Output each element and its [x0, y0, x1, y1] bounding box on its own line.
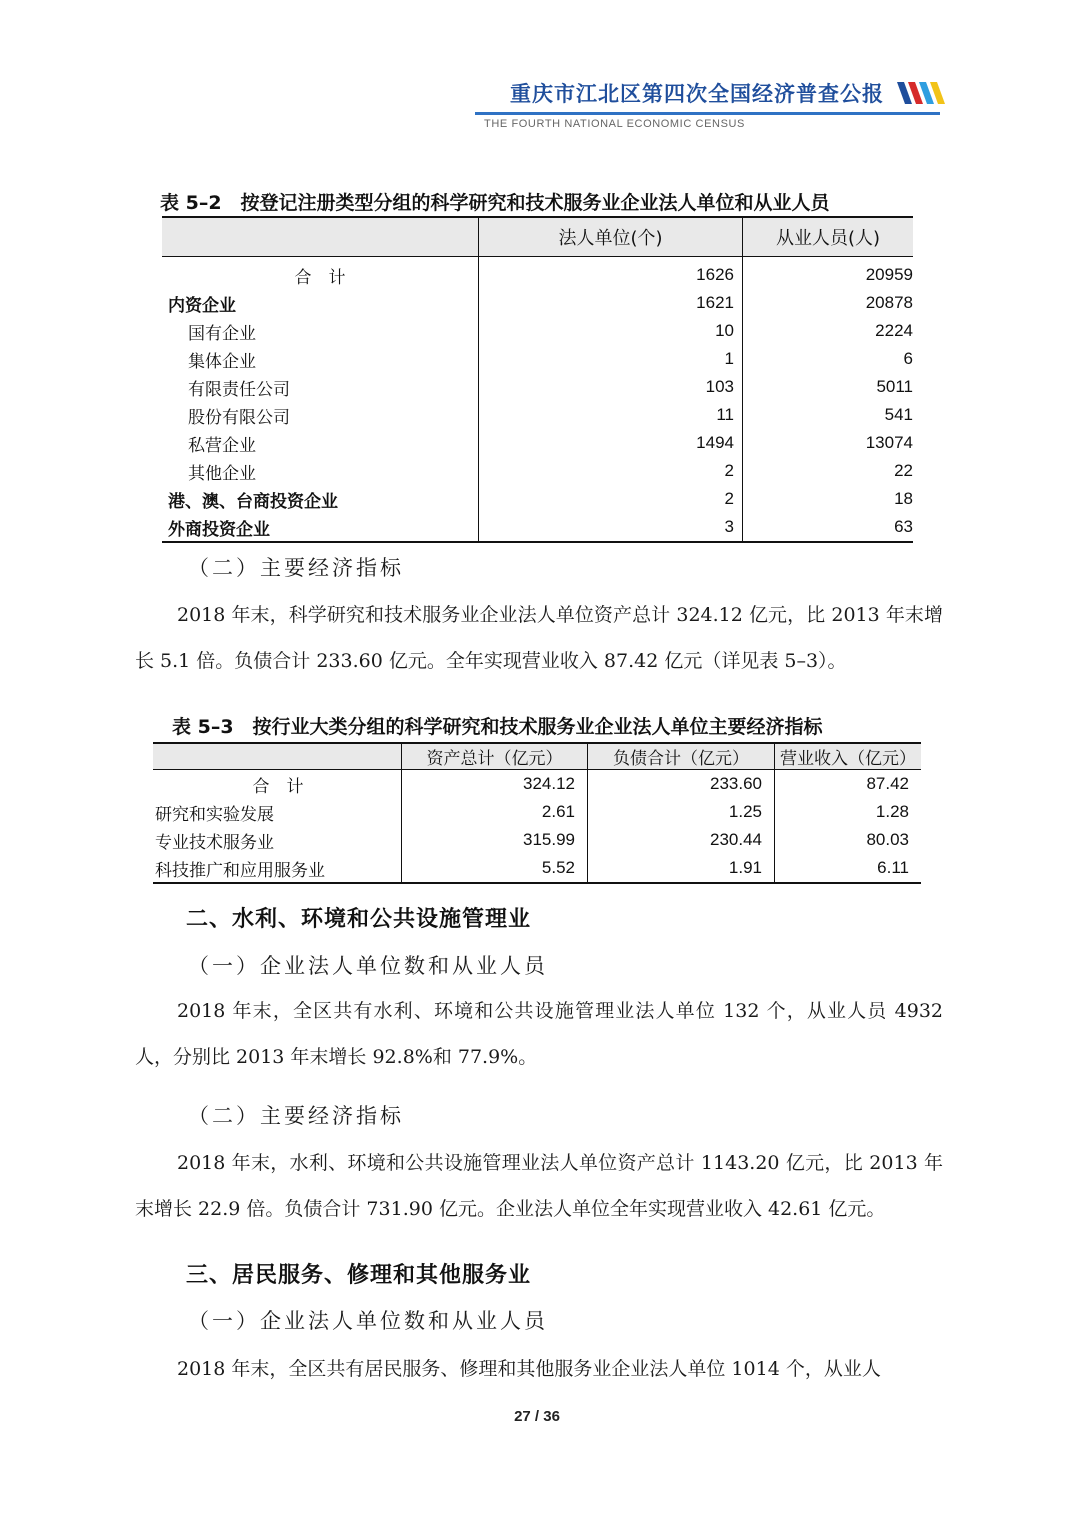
cell-persons: 20878 — [865, 293, 913, 312]
header-rule — [475, 112, 940, 115]
table-row — [162, 485, 913, 513]
table-5-2-caption: 表 5–2 按登记注册类型分组的科学研究和技术服务业企业法人单位和从业人员 — [160, 192, 830, 214]
subheading-economic-indicators-2: （二）主要经济指标 — [188, 1104, 404, 1128]
table-5-3-caption: 表 5–3 按行业大类分组的科学研究和技术服务业企业法人单位主要经济指标 — [172, 716, 823, 738]
table-header-cell: 法人单位(个) — [479, 217, 743, 257]
cell-units: 3 — [479, 513, 743, 542]
cell-units: 1621 — [479, 289, 743, 317]
row-label: 港、澳、台商投资企业 — [162, 485, 479, 513]
row-label: 国有企业 — [162, 317, 479, 345]
table-row — [153, 770, 921, 799]
row-label: 科技推广和应用服务业 — [153, 854, 402, 883]
table-5-3 — [153, 742, 921, 884]
cell-persons: 20959 — [865, 265, 913, 284]
cell-liabilities: 1.25 — [588, 798, 775, 826]
row-label: 内资企业 — [162, 289, 479, 317]
cell-persons: 5011 — [876, 377, 913, 396]
paragraph-resident-units: 2018 年末，全区共有居民服务、修理和其他服务业企业法人单位 1014 个，从业人 — [177, 1358, 881, 1380]
cell-revenue: 87.42 — [866, 774, 909, 793]
table-row — [162, 513, 913, 542]
table-header-row — [153, 743, 921, 770]
paragraph-sci-tech-indicators: 2018 年末，科学研究和技术服务业企业法人单位资产总计 324.12 亿元，比 2013 年末增长 5.1 倍。负债合计 233.60 亿元。全年实现营业收入 87.42 亿元（详见表 5–3）。 — [135, 604, 943, 672]
cell-units: 10 — [479, 317, 743, 345]
row-label: 外商投资企业 — [162, 513, 479, 542]
cell-units: 2 — [479, 457, 743, 485]
table-header-cell — [153, 743, 402, 770]
cell-units: 2 — [479, 485, 743, 513]
subheading-units-employees: （一）企业法人单位数和从业人员 — [188, 954, 548, 978]
cell-units: 11 — [479, 401, 743, 429]
subheading-units-employees-3: （一）企业法人单位数和从业人员 — [188, 1309, 548, 1333]
cell-persons: 2224 — [875, 321, 913, 340]
cell-assets: 315.99 — [402, 826, 588, 854]
table-row — [162, 429, 913, 457]
report-subtitle: THE FOURTH NATIONAL ECONOMIC CENSUS — [484, 118, 745, 130]
header-logo-stripes — [895, 80, 945, 106]
table-row — [162, 345, 913, 373]
table-row — [162, 289, 913, 317]
table-header-row — [162, 217, 913, 257]
cell-units: 1626 — [479, 261, 743, 289]
cell-assets: 324.12 — [402, 770, 588, 799]
table-row — [153, 826, 921, 854]
section-heading-water-environment: 二、水利、环境和公共设施管理业 — [186, 907, 532, 932]
table-row — [153, 798, 921, 826]
cell-assets: 5.52 — [402, 854, 588, 883]
cell-assets: 2.61 — [402, 798, 588, 826]
subheading-economic-indicators: （二）主要经济指标 — [188, 556, 404, 580]
cell-units: 1 — [479, 345, 743, 373]
page-number: 27 / 36 — [514, 1408, 560, 1425]
cell-units: 103 — [479, 373, 743, 401]
table-row — [162, 457, 913, 485]
table-row — [162, 401, 913, 429]
cell-persons: 22 — [894, 461, 913, 480]
cell-persons: 6 — [903, 349, 913, 368]
cell-liabilities: 230.44 — [588, 826, 775, 854]
cell-liabilities: 233.60 — [588, 770, 775, 799]
table-header-cell: 资产总计（亿元） — [402, 743, 588, 770]
row-label: 股份有限公司 — [162, 401, 479, 429]
table-header-cell: 负债合计（亿元） — [588, 743, 775, 770]
cell-persons: 541 — [884, 405, 913, 424]
cell-revenue: 1.28 — [875, 802, 909, 821]
row-label: 集体企业 — [162, 345, 479, 373]
cell-units: 1494 — [479, 429, 743, 457]
table-row — [162, 373, 913, 401]
row-label: 有限责任公司 — [162, 373, 479, 401]
cell-revenue: 6.11 — [877, 858, 909, 877]
table-5-2 — [162, 216, 913, 543]
row-label: 其他企业 — [162, 457, 479, 485]
row-label: 研究和实验发展 — [153, 798, 402, 826]
table-row — [162, 261, 913, 289]
row-label: 合 计 — [153, 770, 402, 799]
row-label: 合 计 — [162, 261, 479, 289]
cell-persons: 13074 — [865, 433, 913, 452]
paragraph-water-units: 2018 年末，全区共有水利、环境和公共设施管理业法人单位 132 个，从业人员 4932 人，分别比 2013 年末增长 92.8%和 77.9%。 — [135, 1000, 943, 1068]
table-header-cell: 营业收入（亿元） — [775, 743, 922, 770]
row-label: 专业技术服务业 — [153, 826, 402, 854]
section-heading-resident-services: 三、居民服务、修理和其他服务业 — [186, 1263, 532, 1288]
cell-revenue: 80.03 — [866, 830, 909, 849]
cell-liabilities: 1.91 — [588, 854, 775, 883]
table-header-cell: 从业人员(人) — [743, 217, 914, 257]
paragraph-water-indicators: 2018 年末，水利、环境和公共设施管理业法人单位资产总计 1143.20 亿元，比 2013 年末增长 22.9 倍。负债合计 731.90 亿元。企业法人单位全年实现营业收入 42.61 亿元。 — [135, 1152, 943, 1220]
report-title: 重庆市江北区第四次全国经济普查公报 — [510, 81, 884, 106]
table-row — [162, 317, 913, 345]
row-label: 私营企业 — [162, 429, 479, 457]
cell-persons: 18 — [894, 489, 913, 508]
cell-persons: 63 — [894, 517, 913, 536]
table-header-cell — [162, 217, 479, 257]
table-row — [153, 854, 921, 883]
